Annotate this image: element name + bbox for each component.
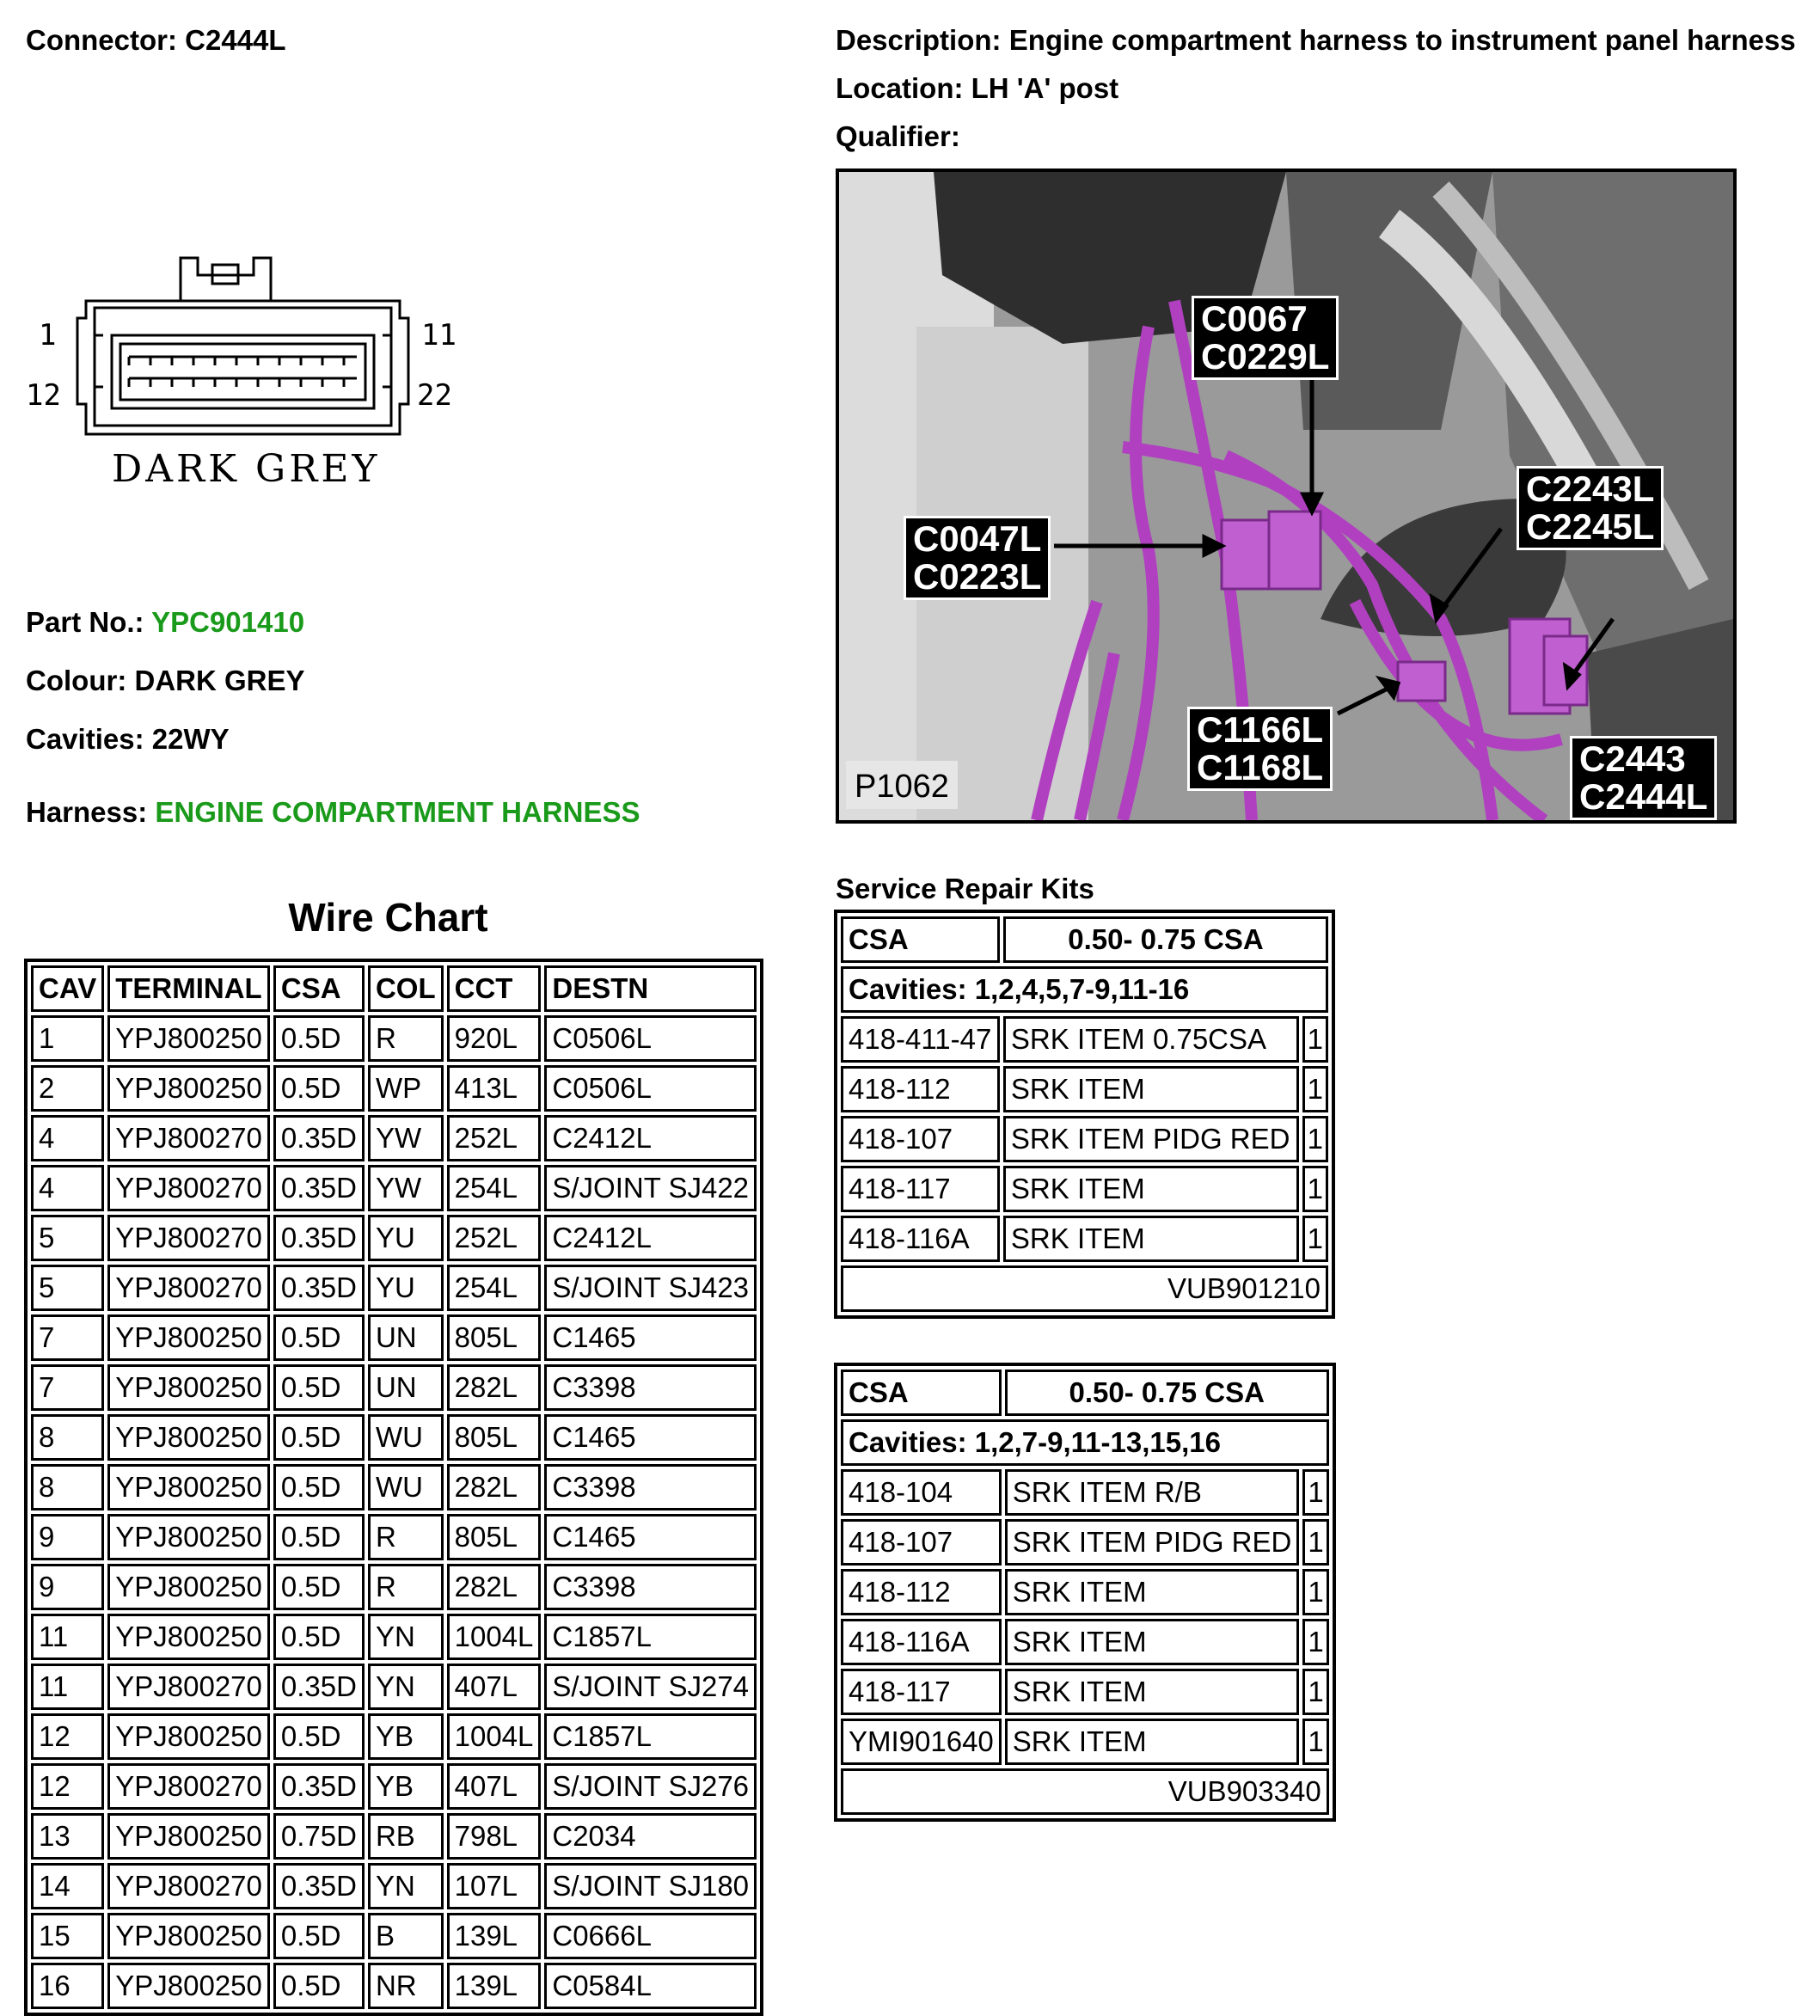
table-row: [31, 1863, 757, 1909]
cell-csa: 0.5D: [273, 1614, 365, 1660]
table-row: [31, 1913, 757, 1959]
cell-col: YN: [368, 1863, 444, 1909]
kit-item-desc: SRK ITEM R/B: [1005, 1469, 1300, 1516]
kit-item-qty: 1: [1302, 1669, 1328, 1715]
cell-destn: C1857L: [544, 1713, 757, 1760]
qualifier-label: Qualifier:: [836, 120, 960, 152]
cell-csa: 0.35D: [273, 1165, 365, 1211]
cell-cct: 407L: [447, 1664, 542, 1710]
cell-destn: S/JOINT SJ422: [544, 1165, 757, 1211]
kit-item-row: [841, 1216, 1328, 1262]
cell-destn: C2412L: [544, 1215, 757, 1261]
cell-terminal: YPJ800270: [107, 1265, 270, 1311]
cell-cct: 254L: [447, 1165, 542, 1211]
cell-csa: 0.35D: [273, 1115, 365, 1161]
cell-csa: 0.5D: [273, 1015, 365, 1062]
cell-destn: C0506L: [544, 1065, 757, 1112]
cell-csa: 0.5D: [273, 1414, 365, 1461]
kit-item-part: 418-104: [841, 1469, 1002, 1516]
cell-terminal: YPJ800250: [107, 1813, 270, 1860]
callout-c0047l-c0223l: C0047L C0223L: [904, 516, 1051, 600]
cell-col: WU: [368, 1464, 444, 1510]
cell-cav: 13: [31, 1813, 104, 1860]
cell-cct: 413L: [447, 1065, 542, 1112]
pin-label-1: 1: [39, 318, 57, 352]
kit-item-part: 418-112: [841, 1569, 1002, 1615]
cell-cav: 8: [31, 1414, 104, 1461]
cell-col: WU: [368, 1414, 444, 1461]
photo-code: P1062: [855, 769, 949, 805]
table-row: [31, 1065, 757, 1112]
cell-cct: 252L: [447, 1115, 542, 1161]
kit-item-row: [841, 1669, 1329, 1715]
cavities-label: Cavities:: [26, 723, 144, 755]
cell-destn: C1857L: [544, 1614, 757, 1660]
kit-item-part: 418-112: [841, 1066, 1000, 1112]
location-label: Location: LH 'A' post: [836, 72, 1119, 104]
cell-terminal: YPJ800250: [107, 1065, 270, 1112]
table-row: [31, 1664, 757, 1710]
cell-csa: 0.5D: [273, 1464, 365, 1510]
kit-item-row: [841, 1016, 1328, 1063]
cell-terminal: YPJ800270: [107, 1664, 270, 1710]
cell-col: YN: [368, 1614, 444, 1660]
cell-cav: 9: [31, 1564, 104, 1610]
kit-item-part: 418-117: [841, 1166, 1000, 1212]
column-header-cav: CAV: [31, 965, 104, 1012]
cell-cav: 5: [31, 1265, 104, 1311]
cell-cct: 920L: [447, 1015, 542, 1062]
column-header-cct: CCT: [447, 965, 542, 1012]
kit-item-part: 418-411-47: [841, 1016, 1000, 1063]
cell-terminal: YPJ800270: [107, 1863, 270, 1909]
table-row: [31, 1115, 757, 1161]
pin-label-12: 12: [26, 378, 61, 413]
cavities-row: [26, 723, 230, 756]
kit-item-desc: SRK ITEM: [1003, 1216, 1299, 1262]
table-row: [31, 1364, 757, 1411]
kit-item-desc: SRK ITEM 0.75CSA: [1003, 1016, 1299, 1063]
kit-item-desc: SRK ITEM: [1003, 1166, 1299, 1212]
cell-cav: 12: [31, 1713, 104, 1760]
connector-label: Connector: C2444L: [26, 24, 286, 56]
kit-item-row: [841, 1719, 1329, 1765]
column-header-csa: CSA: [273, 965, 365, 1012]
cell-cav: 14: [31, 1863, 104, 1909]
table-row: [31, 1564, 757, 1610]
harness-row: [26, 796, 640, 829]
cell-cav: 15: [31, 1913, 104, 1959]
cell-terminal: YPJ800250: [107, 1514, 270, 1560]
cell-terminal: YPJ800250: [107, 1614, 270, 1660]
callout-c2243l-c2245l: C2243L C2245L: [1517, 466, 1664, 550]
pin-label-22: 22: [417, 378, 452, 413]
cell-cav: 11: [31, 1614, 104, 1660]
cell-cct: 805L: [447, 1414, 542, 1461]
cell-terminal: YPJ800250: [107, 1364, 270, 1411]
colour-row: [26, 665, 305, 697]
cell-destn: C0666L: [544, 1913, 757, 1959]
cell-cav: 4: [31, 1115, 104, 1161]
cell-terminal: YPJ800250: [107, 1713, 270, 1760]
cell-cct: 139L: [447, 1913, 542, 1959]
cell-col: YB: [368, 1763, 444, 1810]
kit-number-row: [841, 1265, 1328, 1312]
kit-item-part: YMI901640: [841, 1719, 1002, 1765]
cell-csa: 0.5D: [273, 1564, 365, 1610]
table-row: [31, 1215, 757, 1261]
cell-col: YU: [368, 1215, 444, 1261]
cell-col: YW: [368, 1115, 444, 1161]
table-row: [31, 1614, 757, 1660]
cell-cct: 798L: [447, 1813, 542, 1860]
cell-csa: 0.35D: [273, 1215, 365, 1261]
cell-csa: 0.35D: [273, 1863, 365, 1909]
kit-cavities-row: [841, 1419, 1329, 1466]
cell-col: B: [368, 1913, 444, 1959]
cell-cct: 1004L: [447, 1614, 542, 1660]
cell-terminal: YPJ800270: [107, 1165, 270, 1211]
cell-col: R: [368, 1514, 444, 1560]
kit-item-row: [841, 1519, 1329, 1566]
cell-col: UN: [368, 1364, 444, 1411]
column-header-destn: DESTN: [544, 965, 757, 1012]
cell-cct: 107L: [447, 1863, 542, 1909]
kit-csa-value: 0.50- 0.75 CSA: [1005, 1370, 1329, 1416]
kit-number: VUB903340: [841, 1768, 1329, 1815]
kit-item-row: [841, 1619, 1329, 1665]
cavities-value: 22WY: [151, 723, 230, 755]
cell-col: YU: [368, 1265, 444, 1311]
pin-label-11: 11: [421, 318, 457, 352]
harness-link[interactable]: ENGINE COMPARTMENT HARNESS: [155, 796, 640, 828]
cell-destn: C2034: [544, 1813, 757, 1860]
cell-cct: 282L: [447, 1364, 542, 1411]
colour-value: DARK GREY: [134, 665, 305, 696]
cell-destn: C2412L: [544, 1115, 757, 1161]
kit-item-part: 418-107: [841, 1519, 1002, 1566]
cell-cav: 9: [31, 1514, 104, 1560]
wire-chart-header-row: [31, 965, 757, 1012]
kit-item-row: [841, 1166, 1328, 1212]
cell-terminal: YPJ800250: [107, 1963, 270, 2009]
cell-destn: C1465: [544, 1414, 757, 1461]
cell-cct: 407L: [447, 1763, 542, 1810]
kit-csa-label: CSA: [841, 916, 1000, 963]
column-header-col: COL: [368, 965, 444, 1012]
cell-cct: 1004L: [447, 1713, 542, 1760]
kit-item-row: [841, 1066, 1328, 1112]
table-row: [31, 1314, 757, 1361]
cell-destn: S/JOINT SJ423: [544, 1265, 757, 1311]
cell-destn: S/JOINT SJ274: [544, 1664, 757, 1710]
kit-item-qty: 1: [1302, 1569, 1328, 1615]
cell-terminal: YPJ800270: [107, 1763, 270, 1810]
cell-col: YN: [368, 1664, 444, 1710]
connector-colour-caption: DARK GREY: [112, 447, 381, 491]
table-row: [31, 1713, 757, 1760]
cell-destn: C0584L: [544, 1963, 757, 2009]
kit-item-qty: 1: [1302, 1619, 1328, 1665]
kit-number-row: [841, 1768, 1329, 1815]
cell-col: YB: [368, 1713, 444, 1760]
kit-cavities-row: [841, 966, 1328, 1013]
cell-csa: 0.5D: [273, 1913, 365, 1959]
location-photo: [836, 169, 1737, 824]
cell-csa: 0.5D: [273, 1065, 365, 1112]
cell-cav: 1: [31, 1015, 104, 1062]
connector-outline: [21, 249, 469, 447]
cell-cav: 16: [31, 1963, 104, 2009]
cell-csa: 0.5D: [273, 1963, 365, 2009]
kit-item-desc: SRK ITEM: [1005, 1719, 1300, 1765]
cell-cct: 805L: [447, 1514, 542, 1560]
table-row: [31, 1464, 757, 1510]
wire-chart-table: [24, 959, 763, 2016]
table-row: [31, 1265, 757, 1311]
cell-cav: 8: [31, 1464, 104, 1510]
kit-cavities: Cavities: 1,2,4,5,7-9,11-16: [841, 966, 1328, 1013]
service-kit-table-1: [834, 910, 1335, 1319]
kit-item-qty: 1: [1302, 1066, 1328, 1112]
kit-item-desc: SRK ITEM: [1005, 1669, 1300, 1715]
cell-col: NR: [368, 1963, 444, 2009]
kit-item-part: 418-116A: [841, 1619, 1002, 1665]
kit-csa-value: 0.50- 0.75 CSA: [1003, 916, 1328, 963]
cell-csa: 0.5D: [273, 1314, 365, 1361]
callout-c1166l-c1168l: C1166L C1168L: [1187, 707, 1333, 791]
cell-col: R: [368, 1015, 444, 1062]
cell-terminal: YPJ800250: [107, 1015, 270, 1062]
cell-csa: 0.35D: [273, 1763, 365, 1810]
kit-item-qty: 1: [1302, 1719, 1328, 1765]
table-row: [31, 1514, 757, 1560]
kit-item-qty: 1: [1302, 1016, 1328, 1063]
cell-cct: 282L: [447, 1564, 542, 1610]
table-row: [31, 1165, 757, 1211]
cell-destn: C1465: [544, 1314, 757, 1361]
cell-destn: C3398: [544, 1364, 757, 1411]
kit-item-desc: SRK ITEM PIDG RED: [1003, 1116, 1299, 1162]
cell-csa: 0.5D: [273, 1514, 365, 1560]
kit-item-qty: 1: [1302, 1519, 1328, 1566]
kit-item-row: [841, 1469, 1329, 1516]
cell-terminal: YPJ800250: [107, 1414, 270, 1461]
table-row: [31, 1015, 757, 1062]
table-row: [31, 1813, 757, 1860]
kit-item-qty: 1: [1302, 1469, 1328, 1516]
cell-cct: 805L: [447, 1314, 542, 1361]
cell-csa: 0.5D: [273, 1364, 365, 1411]
kit-item-desc: SRK ITEM: [1005, 1569, 1300, 1615]
cell-col: WP: [368, 1065, 444, 1112]
kit-item-row: [841, 1116, 1328, 1162]
kit-number: VUB901210: [841, 1265, 1328, 1312]
cell-csa: 0.35D: [273, 1664, 365, 1710]
kit-item-part: 418-107: [841, 1116, 1000, 1162]
cell-terminal: YPJ800270: [107, 1215, 270, 1261]
harness-label: Harness:: [26, 796, 148, 828]
cell-col: UN: [368, 1314, 444, 1361]
cell-col: YW: [368, 1165, 444, 1211]
table-row: [31, 1963, 757, 2009]
cell-cct: 254L: [447, 1265, 542, 1311]
kit-item-desc: SRK ITEM: [1005, 1619, 1300, 1665]
kit-csa-label: CSA: [841, 1370, 1002, 1416]
cell-cav: 7: [31, 1364, 104, 1411]
cell-destn: C0506L: [544, 1015, 757, 1062]
cell-destn: C1465: [544, 1514, 757, 1560]
kit-item-desc: SRK ITEM PIDG RED: [1005, 1519, 1300, 1566]
cell-col: RB: [368, 1813, 444, 1860]
table-row: [31, 1763, 757, 1810]
kit-csa-row: [841, 916, 1328, 963]
cell-cav: 5: [31, 1215, 104, 1261]
part-number-label: Part No.:: [26, 606, 144, 638]
cell-col: R: [368, 1564, 444, 1610]
cell-destn: C3398: [544, 1564, 757, 1610]
wire-chart-title: Wire Chart: [288, 895, 488, 940]
kit-item-qty: 1: [1302, 1166, 1328, 1212]
cell-csa: 0.5D: [273, 1713, 365, 1760]
kit-csa-row: [841, 1370, 1329, 1416]
cell-cav: 4: [31, 1165, 104, 1211]
cell-terminal: YPJ800250: [107, 1913, 270, 1959]
table-row: [31, 1414, 757, 1461]
cell-destn: S/JOINT SJ276: [544, 1763, 757, 1810]
kit-item-part: 418-116A: [841, 1216, 1000, 1262]
service-kit-table-2: [834, 1363, 1336, 1822]
cell-destn: C3398: [544, 1464, 757, 1510]
part-number-link[interactable]: YPC901410: [151, 606, 305, 638]
cell-csa: 0.75D: [273, 1813, 365, 1860]
cell-terminal: YPJ800250: [107, 1314, 270, 1361]
kit-item-row: [841, 1569, 1329, 1615]
cell-cav: 7: [31, 1314, 104, 1361]
service-kits-title: Service Repair Kits: [836, 873, 1094, 904]
cell-cct: 139L: [447, 1963, 542, 2009]
cell-cct: 252L: [447, 1215, 542, 1261]
column-header-terminal: TERMINAL: [107, 965, 270, 1012]
cell-csa: 0.35D: [273, 1265, 365, 1311]
callout-c0067-c0229l: C0067 C0229L: [1192, 296, 1339, 380]
cell-cav: 2: [31, 1065, 104, 1112]
callout-c2443-c2444l: C2443 C2444L: [1570, 736, 1717, 820]
connector-face-diagram: [21, 249, 469, 507]
kit-item-part: 418-117: [841, 1669, 1002, 1715]
kit-item-qty: 1: [1302, 1216, 1328, 1262]
part-number-row: [26, 606, 304, 639]
cell-terminal: YPJ800250: [107, 1564, 270, 1610]
kit-item-qty: 1: [1302, 1116, 1328, 1162]
kit-item-desc: SRK ITEM: [1003, 1066, 1299, 1112]
description-label: Description: Engine compartment harness to instrument panel harness: [836, 24, 1796, 56]
cell-cct: 282L: [447, 1464, 542, 1510]
cell-terminal: YPJ800250: [107, 1464, 270, 1510]
cell-destn: S/JOINT SJ180: [544, 1863, 757, 1909]
cell-cav: 11: [31, 1664, 104, 1710]
cell-cav: 12: [31, 1763, 104, 1810]
cell-terminal: YPJ800270: [107, 1115, 270, 1161]
kit-cavities: Cavities: 1,2,7-9,11-13,15,16: [841, 1419, 1329, 1466]
colour-label: Colour:: [26, 665, 127, 696]
